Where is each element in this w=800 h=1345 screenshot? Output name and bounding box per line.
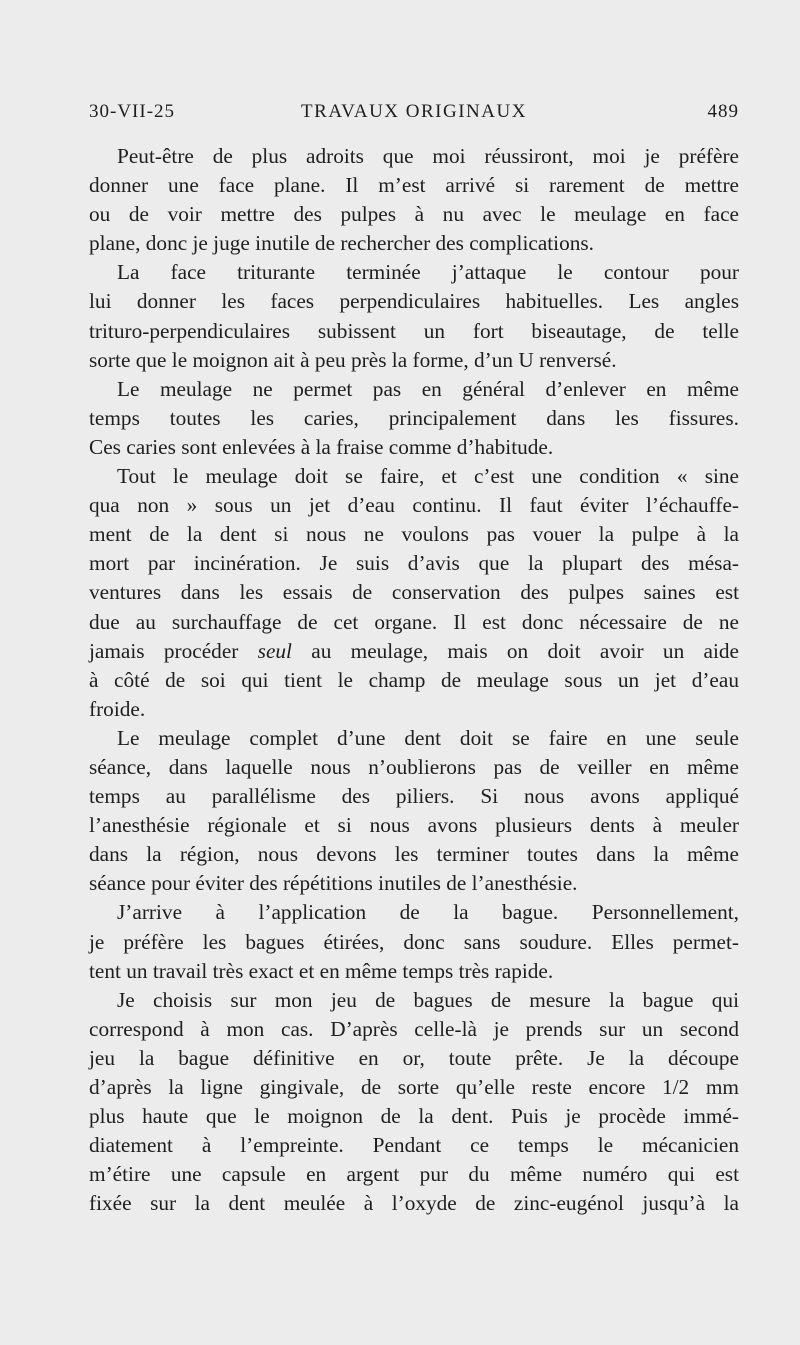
- emphasis: seul: [257, 638, 292, 663]
- text-line: Je choisis sur mon jeu de bagues de mesure la bague qui: [117, 987, 739, 1012]
- body-text: [89, 142, 739, 1218]
- header-date: 30-VII-25: [89, 101, 176, 122]
- header-section-title: TRAVAUX ORIGINAUX: [301, 101, 527, 122]
- text-line: séance, dans laquelle nous n’oublierons pas de veiller en même: [89, 754, 739, 779]
- text-line: Ces caries sont enlevées à la fraise comme d’habitude.: [89, 434, 554, 459]
- text-line: due au surchauffage de cet organe. Il est donc nécessaire de ne: [89, 609, 739, 634]
- text-line: Le meulage ne permet pas en général d’enlever en même: [117, 376, 739, 401]
- text-line: diatement à l’empreinte. Pendant ce temps le mécanicien: [89, 1133, 739, 1158]
- text-line: je préfère les bagues étirées, donc sans soudure. Elles permet-: [89, 929, 739, 954]
- paragraph: [89, 986, 739, 1219]
- paragraph: [89, 898, 739, 985]
- text-line: l’anesthésie régionale et si nous avons plusieurs dents à meuler: [89, 813, 739, 838]
- text-line: froide.: [89, 696, 146, 721]
- text-line: à côté de soi qui tient le champ de meulage sous un jet d’eau: [89, 667, 739, 692]
- text-line: dans la région, nous devons les terminer toutes dans la même: [89, 842, 739, 867]
- text-line: correspond à mon cas. D’après celle-là je prends sur un second: [89, 1016, 739, 1041]
- text-line: J’arrive à l’application de la bague. Personnellement,: [117, 900, 739, 925]
- text-line: plus haute que le moignon de la dent. Puis je procède immé-: [89, 1104, 739, 1129]
- text-line: Tout le meulage doit se faire, et c’est une condition « sine: [117, 464, 739, 489]
- text-line: temps toutes les caries, principalement dans les fissures.: [89, 405, 739, 430]
- paragraph: [89, 375, 739, 462]
- paragraph: [89, 258, 739, 374]
- text-line: plane, donc je juge inutile de rechercher des complications.: [89, 231, 595, 256]
- page-number: 489: [707, 101, 739, 122]
- text-line: ment de la dent si nous ne voulons pas vouer la pulpe à la: [89, 522, 739, 547]
- text-line: donner une face plane. Il m’est arrivé si rarement de mettre: [89, 173, 739, 198]
- text-line: fixée sur la dent meulée à l’oxyde de zinc-eugénol jusqu’à la: [89, 1191, 739, 1216]
- text-line: Peut-être de plus adroits que moi réussiront, moi je préfère: [117, 144, 739, 168]
- text-line: La face triturante terminée j’attaque le contour pour: [117, 260, 739, 285]
- text-line: sorte que le moignon ait à peu près la forme, d’un U renversé.: [89, 347, 617, 372]
- text-line: qua non » sous un jet d’eau continu. Il faut éviter l’échauffe-: [89, 493, 739, 518]
- text-line: ventures dans les essais de conservation des pulpes saines est: [89, 580, 739, 605]
- text-line: séance pour éviter des répétitions inutiles de l’anesthésie.: [89, 871, 578, 896]
- running-header: [89, 101, 739, 131]
- text-line: temps au parallélisme des piliers. Si nous avons appliqué: [89, 784, 739, 809]
- paragraph: [89, 724, 739, 899]
- text-line: lui donner les faces perpendiculaires habituelles. Les angles: [89, 289, 739, 314]
- text-line: trituro-perpendiculaires subissent un fort biseautage, de telle: [89, 318, 739, 343]
- text-line: ou de voir mettre des pulpes à nu avec le meulage en face: [89, 202, 739, 227]
- text-line: mort par incinération. Je suis d’avis que la plupart des mésa-: [89, 551, 739, 576]
- text-line: jamais procéder seul au meulage, mais on doit avoir un aide: [89, 638, 739, 663]
- paragraph: [89, 142, 739, 258]
- text-line: tent un travail très exact et en même temps très rapide.: [89, 958, 554, 983]
- text-line: jeu la bague définitive en or, toute prête. Je la découpe: [89, 1045, 739, 1070]
- text-line: m’étire une capsule en argent pur du même numéro qui est: [89, 1162, 739, 1187]
- paragraph: [89, 462, 739, 724]
- text-line: Le meulage complet d’une dent doit se faire en une seule: [117, 725, 739, 750]
- text-line: d’après la ligne gingivale, de sorte qu’elle reste encore 1/2 mm: [89, 1075, 739, 1099]
